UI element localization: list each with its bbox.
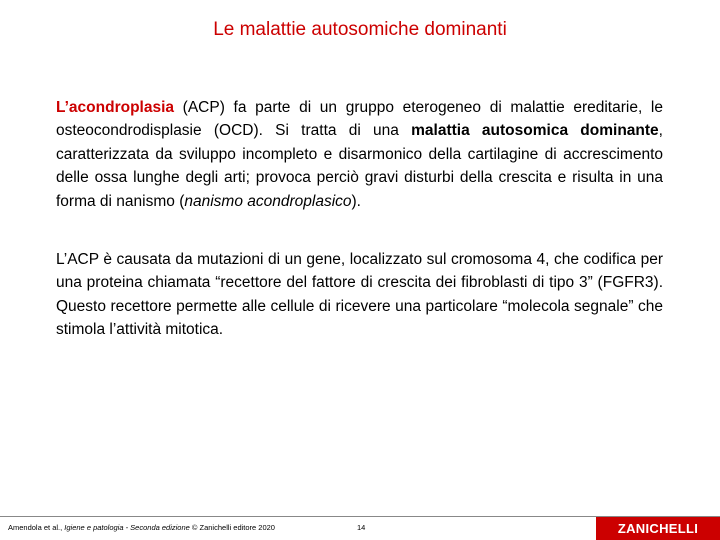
paragraph-text: , caratterizzata da sviluppo incompleto e disarmonico della cartilagine di accrescimento delle ossa lunghe degli arti; provoca perciò gravi disturbi della crescita e risulta in una forma di nanismo (: [56, 122, 663, 210]
citation-title: Igiene e patologia - Seconda edizione: [64, 523, 190, 532]
paragraph-text: ).: [351, 192, 361, 210]
slide-title: Le malattie autosomiche dominanti: [213, 19, 507, 40]
paragraph-fgfr3: L’ACP è causata da mutazioni di un gene, localizzato sul cromosoma 4, che codifica per una proteina chiamata “recettore del fattore di crescita dei fibroblasti di tipo 3” (FGFR3). Questo recettore permette alle cellule di ricevere una particolare “molecola segnale” che stimola l’attività mitotica.: [56, 251, 663, 339]
footer-citation: [8, 523, 275, 532]
paragraph-text: (ACP) fa parte di un gruppo eterogeneo di malattie ereditarie, le osteocondrodisplasie (OCD). Si tratta di una: [56, 99, 663, 140]
publisher-logo: ZANICHELLI: [596, 517, 720, 540]
citation-authors: Amendola et al.,: [8, 523, 65, 532]
italic-term: nanismo acondroplasico: [184, 192, 352, 210]
citation-publisher: © Zanichelli editore 2020: [189, 523, 275, 532]
bold-term: malattia autosomica dominante: [411, 122, 659, 140]
page-number: 14: [357, 523, 366, 532]
paragraph-acondroplasia: [56, 96, 663, 213]
term-acondroplasia: L’acondroplasia: [56, 99, 175, 116]
